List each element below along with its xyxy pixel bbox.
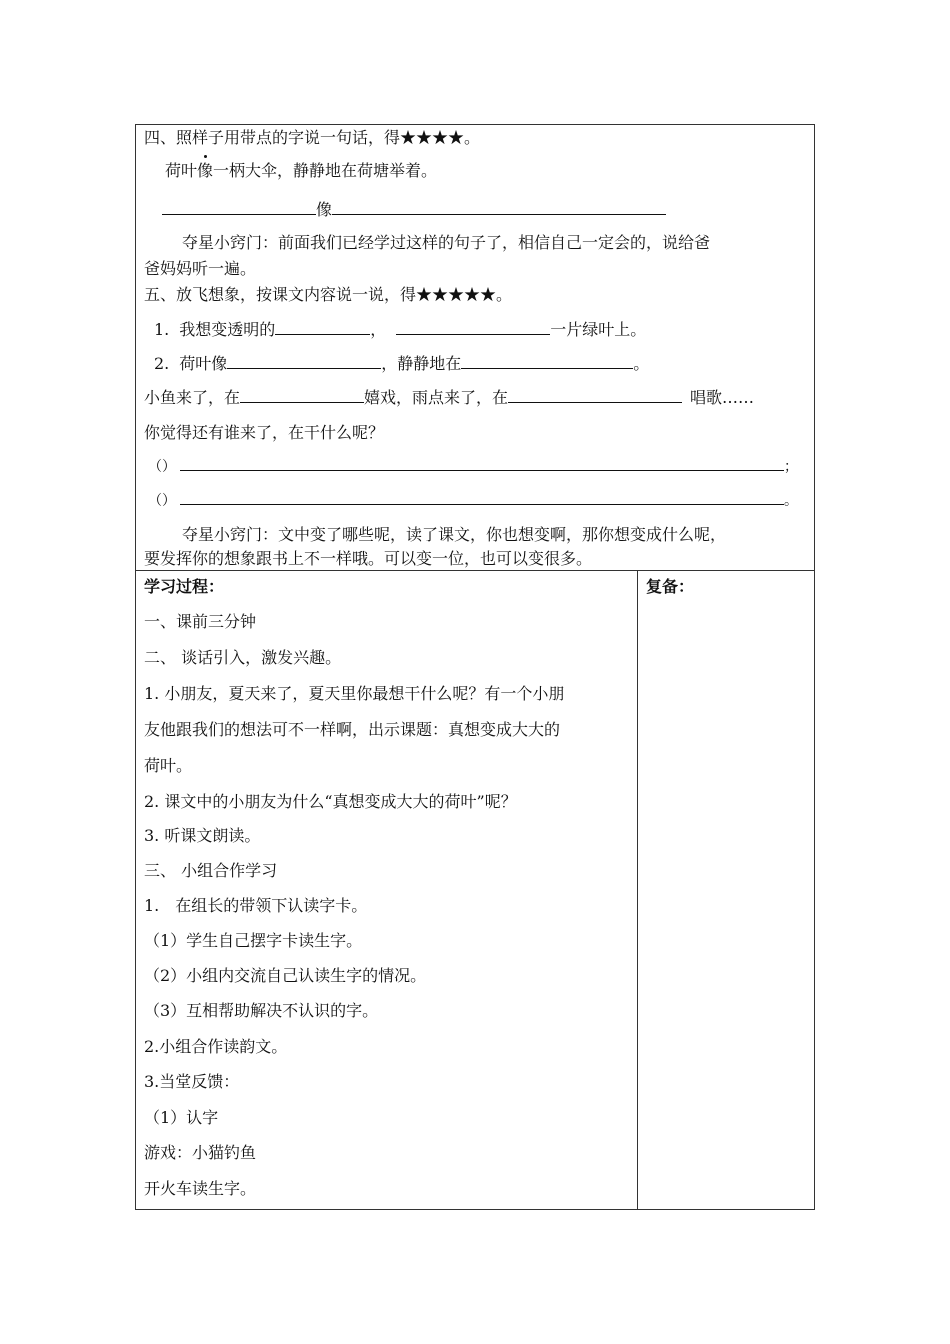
process-line: 三、 小组合作学习	[144, 861, 278, 880]
item2-blank-2[interactable]	[461, 352, 633, 369]
process-line: （3）互相帮助解决不认识的字。	[144, 1001, 379, 1020]
section4-tip-line1: 夺星小窍门：前面我们已经学过这样的句子了，相信自己一定会的，说给爸	[182, 233, 711, 252]
process-line: 游戏：小猫钓鱼	[144, 1143, 257, 1162]
section4-tip-line2: 爸妈妈听一遍。	[144, 259, 257, 278]
item1-text-b: ，	[370, 320, 387, 339]
process-line: 一、课前三分钟	[144, 612, 257, 631]
process-line: （1）认字	[144, 1108, 219, 1127]
line3-blank-1[interactable]	[240, 386, 364, 403]
process-line: 2.小组合作读韵文。	[144, 1037, 288, 1056]
process-line: （1）学生自己摆字卡读生字。	[144, 931, 363, 950]
answer2-blank[interactable]	[180, 490, 784, 505]
process-line: （2）小组内交流自己认读生字的情况。	[144, 966, 427, 985]
section5-line3	[144, 386, 754, 409]
example-pre: 荷叶	[165, 161, 198, 180]
section5-answer2	[148, 490, 798, 512]
review-header: 复备：	[646, 577, 695, 596]
item2-text-a: 荷叶像	[179, 354, 228, 373]
fill-blank-2[interactable]	[332, 198, 666, 215]
section5-question: 你觉得还有谁来了，在干什么呢？	[144, 423, 385, 442]
section5-item1	[154, 318, 646, 341]
line3-text-c: 唱歌……	[690, 388, 755, 407]
item1-blank-2[interactable]	[396, 318, 550, 335]
fill-word: 像	[316, 200, 333, 219]
answer2-end: 。	[784, 493, 798, 509]
section4-example	[165, 160, 437, 182]
table-row-divider	[135, 570, 815, 571]
item2-text-c: 。	[633, 354, 650, 373]
process-line: 2. 课文中的小朋友为什么“真想变成大大的荷叶”呢？	[144, 792, 517, 811]
process-line: 荷叶。	[144, 756, 193, 775]
section5-title: 五、放飞想象，按课文内容说一说，得★★★★★。	[144, 285, 513, 304]
section5-tip-line2: 要发挥你的想象跟书上不一样哦。可以变一位，也可以变很多。	[144, 549, 593, 568]
answer1-end: ；	[784, 459, 798, 475]
item1-text-a: 我想变透明的	[179, 320, 276, 339]
process-line: 3.当堂反馈：	[144, 1072, 240, 1091]
process-line: 3. 听课文朗读。	[144, 826, 261, 845]
section4-title: 四、照样子用带点的字说一句话，得★★★★。	[144, 128, 481, 147]
line3-text-b: 嬉戏，雨点来了，在	[364, 388, 509, 407]
item1-text-c: 一片绿叶上。	[550, 320, 647, 339]
item1-number: 1.	[154, 320, 170, 339]
section5-tip-line1: 夺星小窍门：文中变了哪些呢，读了课文，你也想变啊，那你想变成什么呢，	[182, 525, 727, 544]
item1-blank-1[interactable]	[275, 318, 370, 335]
section5-answer1	[148, 456, 798, 478]
answer1-blank[interactable]	[180, 456, 784, 471]
process-line: 开火车读生字。	[144, 1179, 257, 1198]
answer2-paren: （）	[148, 493, 176, 509]
process-line: 友他跟我们的想法可不一样啊，出示课题：真想变成大大的	[144, 720, 561, 739]
line3-blank-2[interactable]	[508, 386, 682, 403]
fill-blank-1[interactable]	[162, 198, 316, 215]
section4-fill-line	[162, 198, 666, 221]
section5-item2	[154, 352, 649, 375]
item2-text-b: ，静静地在	[381, 354, 462, 373]
answer1-paren: （）	[148, 459, 176, 475]
line3-text-a: 小鱼来了，在	[144, 388, 241, 407]
example-dotted-char: 像	[197, 161, 214, 180]
item2-number: 2.	[154, 354, 170, 373]
process-line: 1. 小朋友，夏天来了，夏天里你最想干什么呢？有一个小朋	[144, 684, 565, 703]
process-header: 学习过程：	[144, 577, 225, 596]
table-column-divider	[637, 570, 638, 1210]
item2-blank-1[interactable]	[227, 352, 381, 369]
process-line: 1. 在组长的带领下认读字卡。	[144, 896, 368, 915]
process-line: 二、 谈话引入，激发兴趣。	[144, 648, 342, 667]
example-post: 一柄大伞，静静地在荷塘举着。	[213, 161, 438, 180]
